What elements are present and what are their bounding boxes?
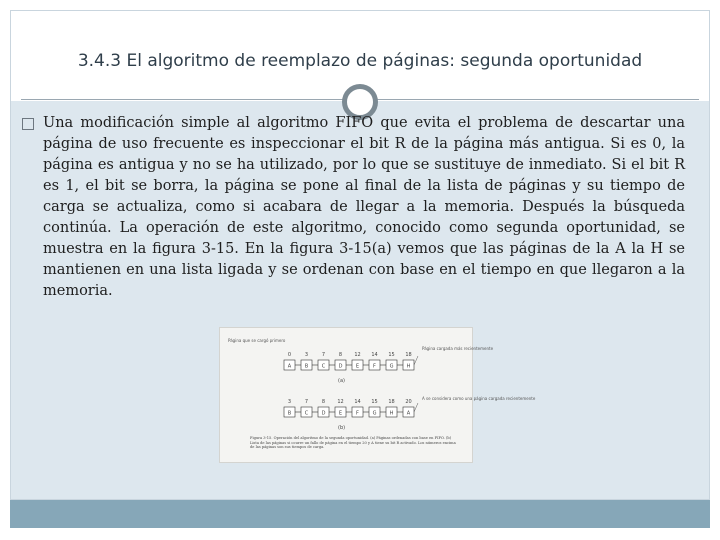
page-label-b-2: D [321, 410, 326, 417]
figure-diagram [220, 328, 536, 462]
bullet-square-icon [22, 118, 34, 130]
load-time-a-6: 15 [388, 352, 395, 358]
slide-title: 3.4.3 El algoritmo de reemplazo de páginas: segunda oportunidad [77, 51, 643, 71]
load-time-b-4: 14 [354, 399, 361, 405]
page-label-a-7: H [406, 363, 411, 370]
page-label-a-2: C [321, 363, 326, 370]
load-time-a-1: 3 [304, 352, 309, 358]
load-time-b-7: 20 [405, 399, 412, 405]
figure-caption-a: (a) [338, 378, 345, 384]
load-time-a-4: 12 [354, 352, 361, 358]
figure-right-label-a: Página cargada más recientemente [422, 346, 494, 351]
page-label-a-4: E [355, 363, 360, 370]
page-label-b-5: G [372, 410, 377, 417]
page-label-b-1: C [304, 410, 309, 417]
load-time-b-6: 18 [388, 399, 395, 405]
figure-top-label: Página que se cargó primero [228, 338, 286, 343]
page-label-b-7: A [406, 410, 411, 417]
load-time-a-3: 8 [338, 352, 343, 358]
load-time-b-3: 12 [337, 399, 344, 405]
page-label-b-6: H [389, 410, 394, 417]
load-time-b-5: 15 [371, 399, 378, 405]
figure-caption-b: (b) [338, 425, 346, 431]
page-label-a-5: F [373, 363, 376, 370]
load-time-b-0: 3 [287, 399, 292, 405]
load-time-a-2: 7 [321, 352, 326, 358]
page-label-a-6: G [389, 363, 394, 370]
page-label-a-3: D [338, 363, 343, 370]
load-time-a-5: 14 [371, 352, 378, 358]
page-label-a-0: A [287, 363, 292, 370]
figure-3-15 [219, 327, 536, 463]
load-time-b-1: 7 [304, 399, 309, 405]
bottom-band [10, 500, 710, 528]
figure-caption: Figura 3-15. Operación del algoritmo de la segunda oportunidad. (a) Páginas ordenadas con base en FIFO. (b) Lista de las páginas si ocurre un fallo de página en el tiempo 20 y A tiene su bit R activado. Los números encima de las páginas son sus tiempos de carga. [250, 436, 456, 450]
pointer-line-a [414, 356, 418, 365]
page-label-b-4: F [356, 410, 359, 417]
page-label-b-0: B [287, 410, 292, 417]
pointer-line-b [414, 403, 418, 412]
body-paragraph: Una modificación simple al algoritmo FIFO que evita el problema de descartar una página de uso frecuente es inspeccionar el bit R de la página más antigua. Si es 0, la página es antigua y no se ha utilizado, por lo que se sustituye de inmediato. Si el bit R es 1, el bit se borra, la página se pone al final de la lista de páginas y su tiempo de carga se actualiza, como si acabara de llegar a la memoria. Después la búsqueda continúa. La operación de este algoritmo, conocido como segunda oportunidad, se muestra en la figura 3-15. En la figura 3-15(a) vemos que las páginas de la A la H se mantienen en una lista ligada y se ordenan con base en el tiempo en que llegaron a la memoria. [43, 115, 685, 299]
figure-right-label-b: A se considera como una página cargada recientemente [422, 396, 536, 401]
load-time-a-0: 0 [287, 352, 292, 358]
page-label-a-1: B [304, 363, 309, 370]
load-time-a-7: 18 [405, 352, 412, 358]
load-time-b-2: 8 [321, 399, 326, 405]
page-label-b-3: E [338, 410, 343, 417]
